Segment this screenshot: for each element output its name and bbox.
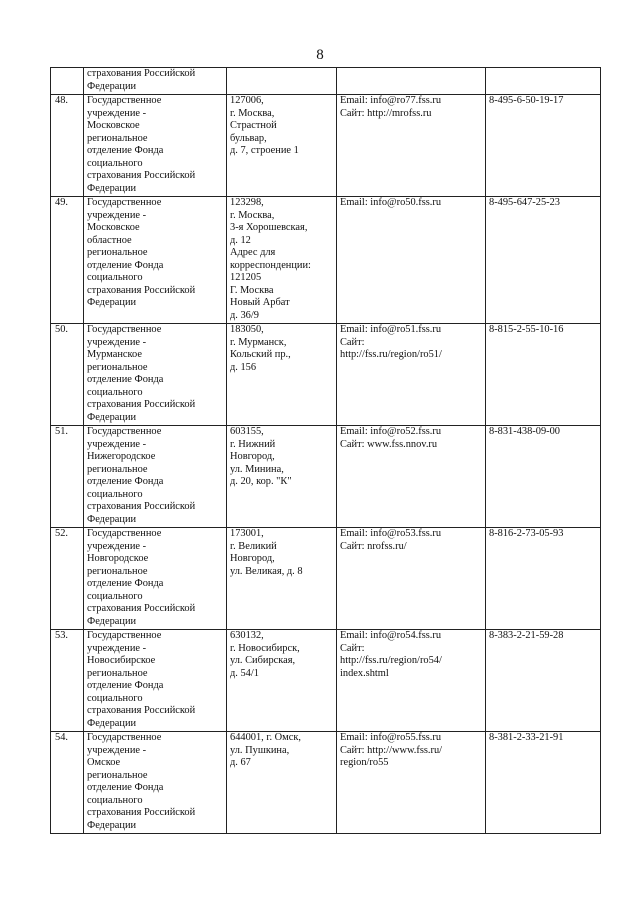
contacts: Email: info@ro53.fss.ru Сайт: nrofss.ru/ (337, 528, 486, 630)
institution-name: страхования Российской Федерации (84, 68, 227, 95)
phone (486, 68, 601, 95)
institution-name: Государственное учреждение - Омское региональное отделение Фонда социального страхования Российской Федерации (84, 732, 227, 834)
table-row (51, 68, 601, 95)
address: 173001, г. Великий Новгород, ул. Великая, д. 8 (227, 528, 337, 630)
row-number: 49. (51, 197, 84, 324)
institution-name: Государственное учреждение - Новосибирское региональное отделение Фонда социального страхования Российской Федерации (84, 630, 227, 732)
contacts: Email: info@ro52.fss.ru Сайт: www.fss.nnov.ru (337, 426, 486, 528)
address: 183050, г. Мурманск, Кольский пр., д. 156 (227, 324, 337, 426)
contacts: Email: info@ro51.fss.ru Сайт: http://fss.ru/region/ro51/ (337, 324, 486, 426)
institution-name: Государственное учреждение - Мурманское региональное отделение Фонда социального страхования Российской Федерации (84, 324, 227, 426)
phone: 8-495-647-25-23 (486, 197, 601, 324)
address: 123298, г. Москва, 3-я Хорошевская, д. 12 Адрес для корреспонденции: 121205 Г. Москва Новый Арбат д. 36/9 (227, 197, 337, 324)
page-number: 8 (316, 47, 324, 63)
address: 127006, г. Москва, Страстной бульвар, д. 7, строение 1 (227, 95, 337, 197)
address (227, 68, 337, 95)
institution-name: Государственное учреждение - Московское областное региональное отделение Фонда социального страхования Российской Федерации (84, 197, 227, 324)
address: 630132, г. Новосибирск, ул. Сибирская, д. 54/1 (227, 630, 337, 732)
contacts: Email: info@ro55.fss.ru Сайт: http://www.fss.ru/ region/ro55 (337, 732, 486, 834)
row-number: 51. (51, 426, 84, 528)
row-number (51, 68, 84, 95)
row-number: 50. (51, 324, 84, 426)
table-row (51, 732, 601, 834)
table-row (51, 426, 601, 528)
contacts (337, 68, 486, 95)
phone: 8-495-6-50-19-17 (486, 95, 601, 197)
phone: 8-381-2-33-21-91 (486, 732, 601, 834)
row-number: 48. (51, 95, 84, 197)
address: 603155, г. Нижний Новгород, ул. Минина, д. 20, кор. "К" (227, 426, 337, 528)
table-row (51, 95, 601, 197)
address: 644001, г. Омск, ул. Пушкина, д. 67 (227, 732, 337, 834)
row-number: 54. (51, 732, 84, 834)
table-row (51, 324, 601, 426)
phone: 8-816-2-73-05-93 (486, 528, 601, 630)
contacts: Email: info@ro77.fss.ru Сайт: http://mrofss.ru (337, 95, 486, 197)
table-row (51, 630, 601, 732)
institution-name: Государственное учреждение - Новгородское региональное отделение Фонда социального страхования Российской Федерации (84, 528, 227, 630)
table-row (51, 528, 601, 630)
phone: 8-383-2-21-59-28 (486, 630, 601, 732)
row-number: 53. (51, 630, 84, 732)
fss-offices-table (50, 67, 601, 834)
contacts: Email: info@ro50.fss.ru (337, 197, 486, 324)
phone: 8-831-438-09-00 (486, 426, 601, 528)
institution-name: Государственное учреждение - Московское региональное отделение Фонда социального страхования Российской Федерации (84, 95, 227, 197)
row-number: 52. (51, 528, 84, 630)
contacts: Email: info@ro54.fss.ru Сайт: http://fss.ru/region/ro54/ index.shtml (337, 630, 486, 732)
phone: 8-815-2-55-10-16 (486, 324, 601, 426)
institution-name: Государственное учреждение - Нижегородское региональное отделение Фонда социального страхования Российской Федерации (84, 426, 227, 528)
table-row (51, 197, 601, 324)
